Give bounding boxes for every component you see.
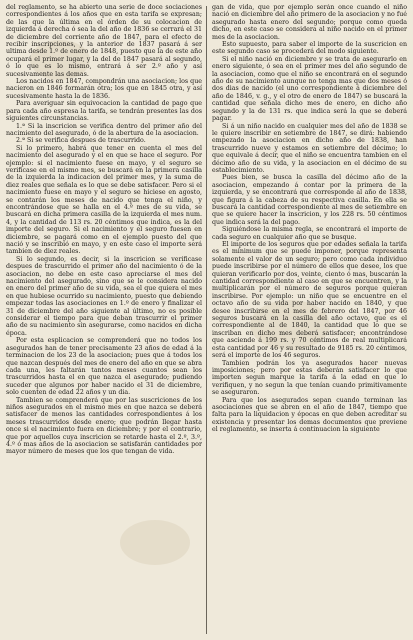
paragraph: Para que los asegurados sepan cuando terminan las asociaciones que se abren en el año de 1847, tiempo que falta para la liquidacion y épocas en que deben acreditar su existencia y presentar los demas documentos que previene el reglamento, se inserta á continuacion la siguiente — [212, 396, 407, 434]
paragraph: Siguiéndose la misma regla, se encontrará el importe de cada seguro en cualquier año que se busque. — [212, 226, 407, 241]
paragraph: gan de vida, que por ejemplo serán once cuando el niño nació en diciembre del año primero de la asociacion y no fué asegurado hasta enero del segundo; porque como queda dicho, en este caso se considera al niño nacido en el primer mes de la asociacion. — [212, 4, 407, 41]
paragraph: Si á un niño nacido en cualquier mes del año de 1838 se le quiere inscribir en setiembre de 1847, se dirá: habiendo empezado la asociacion en dicho año de 1838, han trascurrido nueve y estamos en setiembre del décimo; lo que equivale á decir, que el niño se encuentra tambien en el décimo año de su vida, y la asociacion en el décimo de su establecimiento. — [212, 122, 407, 174]
paragraph: del reglamento, se ha abierto una serie de doce sociaciones correspondientes á los años que en esta tarifa se expresan; de las que la última en el órden de su colocacion de izquierda á derecha ó sea la del año de 1836 se cerrará el 31 de diciembre del corriente año de 1847, para el efecto de recibir inscripciones, y la anterior de 1837 pasará á ser ultima desde 1.º de enero de 1848, puesto que la de este año ocupará el primer lugar, y la del de 1847 pasará al segundo, ó lo que es lo mismo, entrará á ser 2.º año y así sucesivamente las demas. — [6, 4, 202, 78]
paragraph: Si lo primero, habrá que tener en cuenta el mes del nacimiento del asegurado y el en que se hace el seguro. Por ejemplo: si el nacimiento fuese en mayo, y el seguro se verificase en el mismo mes, se buscará en la primera casilla de la izquierda la indicacion del primer mes, y la suma de diez reales que señala es lo que se debe satisfacer. Pero si el nacimiento fuese en mayo y el seguro se hiciese en agosto, se contarán los meses de nacido que tenga el niño, y encontrándose que se halla en el 4.º mes de su vida, se buscará en dicha primera casilla de la izquierda el mes num. 4, y la cantidad de 113 rs. 20 céntimos que indica, es la del importe del seguro. Si el nacimiento y el seguro fuesen en diciembre, se pagará como en el ejemplo puesto del que nació y se inscribió en mayo, y en este caso el importe será tambien de diez reales. — [6, 144, 202, 256]
column-divider — [206, 6, 207, 634]
paragraph: El importe de los seguros que por edades señala la tarifa es el mínimum que se puede imponer, porque representa solamente el valor de un seguro; pero como cada individuo puede inscribirse por el número de ellos que desee, los que quieran verificarlo por dos, veinte, ciento ó mas, buscarán la cantidad correspondiente al caso en que se encuentren, y la multiplicarán por el número de seguros porque quieran inscribirse. Por ejemplo: un niño que se encuentre en el octavo año de su vida por haber nacido en 1840, y que desee inscribirse en el mes de febrero del 1847, por 46 seguros buscará en la casilla del año octavo, que es el correspondiente al de 1840, la cantidad que lo que se inscriban en dicho mes deberá satisfacer; encontrándose que asciende á 199 rs. y 70 céntimos de real multiplicará esta cantidad por 46 y su resultado de 9185 rs. 20 céntimos, será el importe de los 46 seguros. — [212, 241, 407, 360]
paragraph: Pues bien, se busca la casilla del décimo año de la asociacion, empezando á contar por la primera de la izquierda, y se encontrará que corresponde al año de 1838, que figura á la cabeza de su respectiva casilla. En ella se buscará la cantidad correspondiente al mes de setiembre en que se quiere hacer la inscricion, y los 228 rs. 50 céntimos que indica será la del pago. — [212, 174, 407, 226]
paragraph: Por esta esplicacion se comprenderá que no todos los asegurados han de tener precisamente 23 años de edad á la terminacion de los 23 de la asociacion; pues que á todos los que nazcan después del mes de enero del año en que se abra cada una, les faltarán tantos meses cuantos sean los trascurridos hasta el en que nazca el asegurado; pudiendo suceder que algunos por haber nacido el 31 de diciembre, solo cuenten de edad 22 años y un dia. — [6, 337, 202, 397]
paragraph: Si lo segundo, es decir, si la inscricion se verificase despues de trascurrido el primer año del nacimiento ó de la asociacion, no debe en este caso apreciarse el mes del nacimiento del asegurado, sino que se le considera nacido en enero del primer año de su vida, sea el que quiera el mes en que hubiese ocurrido su nacimiento, puesto que debiendo empezar todas las asociaciones en 1.º de enero y finalizar el 31 de diciembre del año siguiente al último, no es posible considerar el tiempo para que deban trascurrir el primer año de su nacimiento sin asegurarse, como nacidos en dicha época. — [6, 255, 202, 337]
paragraph: 2.ª Si se verifica despues de trascurrido. — [16, 137, 146, 145]
paragraph: Esto supuesto, para saber el importe de la suscricion en este segundo caso se procederá del modo siguiente. — [212, 41, 407, 56]
paragraph: Si el niño nació en diciembre y se trata de asegurarlo en enero siguiente, ó sea en el primer mes del año segundo de la asociacion, como que el niño se encontrará en el segundo año de su nacimiento aunque no tenga mas que dos meses ó dos dias de nacido (el uno correspondiente á diciembre del año de 1846, v. g., y el otro de enero de 1847) se buscará la cantidad que señala dicho mes de enero, en dicho año segundo y la de 131 rs. que indica será la que se deberá pagar. — [212, 55, 407, 123]
paragraph: Para averiguar sin equivocacion la cantidad de pago que para cada año espresa la tarifa, se tendrán presentes las dos siguientes circunstancias. — [6, 100, 202, 123]
left-column — [6, 4, 202, 636]
paragraph: Los nacidos en 1847, compondrán una asociacion; los que nacieron en 1846 formarán otra; los que en 1845 otra, y así sucesivamente hasta la de 1836. — [6, 78, 202, 100]
paragraph: Tambien podrán los ya asegurados hacer nuevas imposiciones; pero por estas deberán satisfacer lo que importen segun marque la tarifa á la edad en que lo verifiquen, y no segun la que tenían cuando primitivamente se aseguraron. — [212, 359, 407, 397]
paragraph: Tambien se comprenderá que por las suscriciones de los niños asegurados en el mismo mes en que nazca se deberá satisfacer de menos las cantidades correspondientes á los meses trascurridos desde enero; que podrán llegar hasta once si el nacimiento fuera en diciembre; y por el contrario, que por aquellos cuya inscricion se retarde hasta el 2.º, 3.º, 4.º ó mas años de la asociacion se satisfarán cantidades por mayor número de meses que los que tengan de vida. — [6, 396, 202, 456]
paragraph: 1.ª Si la inscricion se verifica dentro del primer año del nacimiento del asegurado, ó de la abertura de la asociacion. — [6, 122, 202, 137]
right-column — [212, 4, 407, 636]
